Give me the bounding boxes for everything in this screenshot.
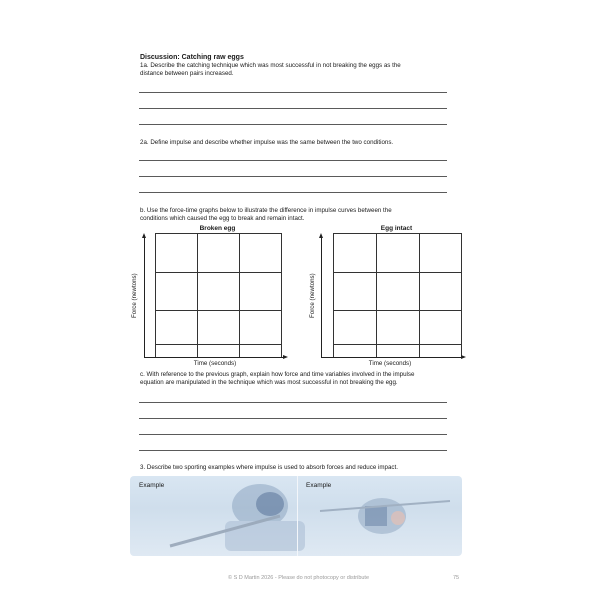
answer-line[interactable] [139, 124, 447, 125]
lacrosse-player-image [130, 476, 462, 556]
answer-line[interactable] [139, 450, 447, 451]
answer-line[interactable] [139, 192, 447, 193]
answer-line[interactable] [139, 402, 447, 403]
answer-line[interactable] [139, 160, 447, 161]
page-number: 75 [453, 575, 460, 581]
x-axis [144, 357, 284, 358]
answer-line[interactable] [139, 418, 447, 419]
y-axis [321, 238, 322, 358]
x-axis-label: Time (seconds) [193, 360, 237, 367]
question-b-line2: conditions which caused the egg to break and remain intact. [140, 215, 305, 222]
example-label-1: Example [139, 482, 165, 489]
example-divider [297, 476, 298, 556]
answer-line[interactable] [139, 92, 447, 93]
y-axis-label: Force (newtons) [131, 273, 138, 318]
y-axis-label: Force (newtons) [309, 273, 316, 318]
x-axis [321, 357, 462, 358]
question-3-line1: 3. Describe two sporting examples where impulse is used to absorb forces and reduce impact. [140, 464, 398, 471]
question-1a-line1: 1a. Describe the catching technique which was most successful in not breaking the eggs as the [140, 62, 401, 69]
question-b-line1: b. Use the force-time graphs below to illustrate the difference in impulse curves between the [140, 207, 392, 214]
answer-line[interactable] [139, 108, 447, 109]
x-axis-arrow-icon [283, 355, 288, 359]
x-axis-label: Time (seconds) [368, 360, 412, 367]
y-axis [144, 238, 145, 358]
question-1a-line2: distance between pairs increased. [140, 70, 234, 77]
answer-line[interactable] [139, 434, 447, 435]
y-axis-arrow-icon [319, 233, 323, 238]
egg-intact-graph-grid[interactable] [333, 233, 462, 358]
answer-line[interactable] [139, 176, 447, 177]
example-label-2: Example [306, 482, 332, 489]
copyright-footer: © S D Martin 2026 - Please do not photocopy or distribute [228, 575, 370, 581]
graph-title-egg-intact: Egg intact [380, 225, 413, 232]
question-c-line1: c. With reference to the previous graph, explain how force and time variables involved in the impulse [140, 371, 415, 378]
broken-egg-graph-grid[interactable] [155, 233, 282, 358]
example-answer-box[interactable] [130, 476, 462, 556]
x-axis-arrow-icon [461, 355, 466, 359]
y-axis-arrow-icon [142, 233, 146, 238]
graph-title-broken-egg: Broken egg [199, 225, 236, 232]
question-c-line2: equation are manipulated in the technique which was most successful in not breaking the egg. [140, 379, 398, 386]
section-heading: Discussion: Catching raw eggs [140, 54, 244, 61]
question-2a-line1: 2a. Define impulse and describe whether impulse was the same between the two conditions. [140, 139, 394, 146]
